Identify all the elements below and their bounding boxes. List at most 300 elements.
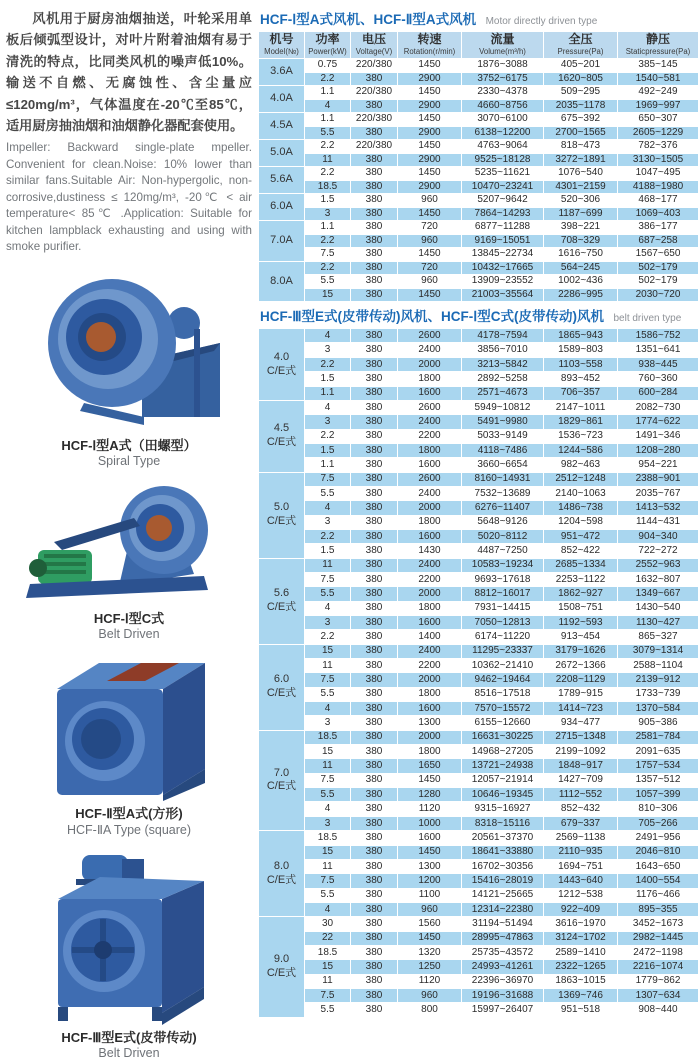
spec-cell: 13909~23552 [462,275,544,289]
spec-cell: 675~392 [544,113,618,127]
spec-row [259,329,699,343]
spec-cell: 380 [351,126,398,140]
spec-cell: 2330~4378 [462,86,544,100]
spec-cell: 1130~427 [618,616,699,630]
spec-cell: 3179~1626 [544,644,618,658]
spec-cell: 380 [351,616,398,630]
spec-cell: 1450 [398,140,462,154]
product-figure-spiral [6,265,252,468]
figure-caption-en: Belt Driven [98,627,160,642]
column-header: 全压 Pressure(Pa) [544,32,618,59]
spec-cell: 3752~6175 [462,72,544,86]
spec-cell: 1450 [398,59,462,73]
spec-cell: 722~272 [618,544,699,558]
spec-cell: 11295~23337 [462,644,544,658]
spec-cell: 2569~1138 [544,831,618,845]
figure-caption-en: HCF-ⅡA Type (square) [66,823,192,838]
spec-cell: 810~306 [618,802,699,816]
spec-cell: 5235~11621 [462,167,544,181]
model-cell: 8.0A [259,261,305,302]
spec-cell: 2322~1265 [544,960,618,974]
spec-cell: 380 [351,275,398,289]
spec-cell: 3616~1970 [544,917,618,931]
spec-row [259,544,699,558]
spec-cell: 2000 [398,730,462,744]
spec-cell: 9169~15051 [462,234,544,248]
spec-cell: 2199~1092 [544,745,618,759]
spec-cell: 5.5 [305,587,351,601]
spec-row [259,443,699,457]
spec-cell: 2.2 [305,234,351,248]
spec-row [259,831,699,845]
spec-cell: 1208~280 [618,443,699,457]
spec-cell: 4 [305,702,351,716]
spec-cell: 1450 [398,931,462,945]
spec-cell: 1600 [398,458,462,472]
model-cell: 5.6A [259,167,305,194]
spec-cell: 2000 [398,357,462,371]
spec-row [259,902,699,916]
spec-cell: 380 [351,572,398,586]
spec-cell: 1450 [398,207,462,221]
model-cell: 5.6 C/E式 [259,558,305,644]
spec-cell: 7.5 [305,874,351,888]
spec-cell: 4 [305,601,351,615]
spec-cell: 2082~730 [618,400,699,414]
spec-cell: 10583~19234 [462,558,544,572]
spec-cell: 3660~6654 [462,458,544,472]
direct-driven-spec-table [258,31,699,302]
spec-cell: 1.1 [305,113,351,127]
spec-cell: 705~266 [618,816,699,830]
spec-cell: 951~472 [544,529,618,543]
spec-cell: 13845~22734 [462,248,544,262]
spec-cell: 4 [305,99,351,113]
spec-cell: 380 [351,357,398,371]
spec-cell: 380 [351,153,398,167]
spec-row [259,673,699,687]
spec-cell: 1120 [398,802,462,816]
spec-cell: 380 [351,1003,398,1017]
spec-cell: 1187~699 [544,207,618,221]
spec-row [259,288,699,302]
spec-cell: 960 [398,194,462,208]
model-cell: 7.0 C/E式 [259,730,305,830]
spec-cell: 1076~540 [544,167,618,181]
column-header: 机号 Model(№) [259,32,305,59]
spec-cell: 1144~431 [618,515,699,529]
spec-cell: 2672~1366 [544,659,618,673]
spec-cell: 380 [351,329,398,343]
spec-row [259,601,699,615]
spec-cell: 1307~634 [618,988,699,1002]
spec-cell: 1540~581 [618,72,699,86]
spec-cell: 2600 [398,472,462,486]
spec-row [259,72,699,86]
spec-cell: 18.5 [305,180,351,194]
spec-cell: 9462~19464 [462,673,544,687]
spec-cell: 1103~558 [544,357,618,371]
spec-row [259,874,699,888]
spec-cell: 1057~399 [618,788,699,802]
spec-cell: 3 [305,616,351,630]
spec-cell: 2589~1410 [544,945,618,959]
spec-cell: 2139~912 [618,673,699,687]
spec-row [259,221,699,235]
spec-cell: 1779~862 [618,974,699,988]
spec-cell: 10432~17665 [462,261,544,275]
spec-cell: 1774~622 [618,415,699,429]
spec-cell: 1757~534 [618,759,699,773]
spec-cell: 960 [398,902,462,916]
spec-row [259,343,699,357]
spec-cell: 2000 [398,587,462,601]
spec-cell: 15 [305,745,351,759]
spec-cell: 2400 [398,415,462,429]
spec-cell: 380 [351,917,398,931]
spec-cell: 8812~16017 [462,587,544,601]
spec-cell: 380 [351,221,398,235]
spec-cell: 7050~12813 [462,616,544,630]
spec-cell: 1120 [398,974,462,988]
spec-cell: 380 [351,288,398,302]
spec-cell: 5648~9126 [462,515,544,529]
spec-cell: 1430~540 [618,601,699,615]
spec-cell: 1560 [398,917,462,931]
spec-cell: 960 [398,275,462,289]
spec-cell: 1351~641 [618,343,699,357]
spec-cell: 3 [305,207,351,221]
spec-cell: 1632~807 [618,572,699,586]
spec-cell: 2147~1011 [544,400,618,414]
spec-cell: 7864~14293 [462,207,544,221]
spec-cell: 380 [351,687,398,701]
spec-cell: 1.5 [305,443,351,457]
spec-cell: 2140~1063 [544,486,618,500]
spec-cell: 4 [305,329,351,343]
spec-cell: 12314~22380 [462,902,544,916]
spec-cell: 1586~752 [618,329,699,343]
spec-cell: 5.5 [305,687,351,701]
spec-row [259,140,699,154]
spec-cell: 16631~30225 [462,730,544,744]
spec-cell: 492~249 [618,86,699,100]
spec-cell: 15 [305,845,351,859]
spec-cell: 1443~640 [544,874,618,888]
spec-cell: 380 [351,458,398,472]
model-cell: 6.0 C/E式 [259,644,305,730]
spec-cell: 5.5 [305,788,351,802]
spec-row [259,59,699,73]
spec-cell: 2588~1104 [618,659,699,673]
spec-cell: 1002~436 [544,275,618,289]
spec-cell: 2552~963 [618,558,699,572]
spec-cell: 1300 [398,716,462,730]
spec-cell: 1370~584 [618,702,699,716]
spec-cell: 380 [351,874,398,888]
spec-cell: 220/380 [351,86,398,100]
spec-cell: 11 [305,759,351,773]
spec-cell: 1369~746 [544,988,618,1002]
spec-cell: 5.5 [305,1003,351,1017]
spec-row [259,859,699,873]
left-panel [6,8,258,1060]
spec-cell: 2.2 [305,261,351,275]
belt-driven-e-fan-photo [24,847,234,1025]
spec-cell: 6174~11220 [462,630,544,644]
spec-cell: 720 [398,261,462,275]
spec-cell: 19196~31688 [462,988,544,1002]
spec-cell: 8516~17518 [462,687,544,701]
spec-cell: 2491~956 [618,831,699,845]
spec-cell: 3 [305,515,351,529]
spec-cell: 1.5 [305,544,351,558]
spec-cell: 2400 [398,644,462,658]
spec-cell: 1450 [398,167,462,181]
spec-cell: 1400 [398,630,462,644]
figure-caption-en: Spiral Type [97,454,161,469]
spec-cell: 380 [351,261,398,275]
spec-row [259,207,699,221]
spec-cell: 380 [351,99,398,113]
spec-cell: 380 [351,529,398,543]
spec-cell: 2.2 [305,72,351,86]
spec-cell: 405~201 [544,59,618,73]
spec-cell: 4 [305,501,351,515]
spec-cell: 1616~750 [544,248,618,262]
spec-cell: 380 [351,659,398,673]
spec-cell: 380 [351,630,398,644]
product-figure-square [6,651,252,837]
spec-row [259,400,699,414]
spec-cell: 1280 [398,788,462,802]
spec-cell: 380 [351,544,398,558]
spec-cell: 1600 [398,831,462,845]
spec-cell: 2046~810 [618,845,699,859]
spec-cell: 380 [351,974,398,988]
spec-cell: 18.5 [305,730,351,744]
spec-cell: 5.5 [305,275,351,289]
spec-cell: 6155~12660 [462,716,544,730]
spec-cell: 4763~9064 [462,140,544,154]
spec-cell: 865~327 [618,630,699,644]
spec-cell: 380 [351,931,398,945]
spec-cell: 2715~1348 [544,730,618,744]
spec-cell: 1357~512 [618,773,699,787]
spec-cell: 7570~15572 [462,702,544,716]
spec-cell: 15 [305,644,351,658]
spec-cell: 6138~12200 [462,126,544,140]
spec-cell: 380 [351,745,398,759]
spec-cell: 2208~1129 [544,673,618,687]
spec-cell: 1800 [398,515,462,529]
spec-cell: 380 [351,180,398,194]
product-figure-belt-e [6,847,252,1060]
spec-cell: 720 [398,221,462,235]
section-title-direct-driven [260,8,699,29]
spec-row [259,261,699,275]
spec-cell: 922~409 [544,902,618,916]
spec-cell: 3 [305,415,351,429]
spec-row [259,126,699,140]
spec-cell: 2000 [398,673,462,687]
model-cell: 4.5 C/E式 [259,400,305,472]
spec-row [259,458,699,472]
spec-cell: 2200 [398,429,462,443]
spec-cell: 2.2 [305,630,351,644]
spec-cell: 380 [351,343,398,357]
spec-cell: 7.5 [305,248,351,262]
spec-row [259,945,699,959]
spec-cell: 7.5 [305,673,351,687]
spec-cell: 18.5 [305,831,351,845]
column-header: 流量 Volume(m³/h) [462,32,544,59]
spec-cell: 2388~901 [618,472,699,486]
spec-cell: 1427~709 [544,773,618,787]
spec-cell: 502~179 [618,275,699,289]
spec-cell: 1.1 [305,221,351,235]
spec-cell: 380 [351,702,398,716]
spec-cell: 2091~635 [618,745,699,759]
spec-cell: 5.5 [305,126,351,140]
spec-row [259,773,699,787]
spec-cell: 4301~2159 [544,180,618,194]
spec-cell: 1800 [398,601,462,615]
spec-cell: 960 [398,234,462,248]
spec-cell: 1192~593 [544,616,618,630]
figure-caption-cn: HCF-Ⅰ型A式（田螺型） [61,438,197,454]
spec-row [259,472,699,486]
spec-cell: 2000 [398,501,462,515]
spec-row [259,587,699,601]
spec-cell: 9693~17618 [462,572,544,586]
spec-row [259,113,699,127]
spec-cell: 1694~751 [544,859,618,873]
spec-cell: 7.5 [305,773,351,787]
spec-cell: 1450 [398,288,462,302]
spec-cell: 1800 [398,372,462,386]
spec-cell: 1600 [398,529,462,543]
spec-cell: 380 [351,472,398,486]
spec-cell: 24993~41261 [462,960,544,974]
spec-cell: 1250 [398,960,462,974]
spec-cell: 2700~1565 [544,126,618,140]
spec-cell: 3856~7010 [462,343,544,357]
spec-row [259,153,699,167]
spec-row [259,788,699,802]
spec-cell: 4 [305,400,351,414]
spec-row [259,816,699,830]
spec-cell: 1600 [398,616,462,630]
spec-cell: 7.5 [305,472,351,486]
spec-row [259,429,699,443]
spec-cell: 5949~10812 [462,400,544,414]
spec-cell: 31194~51494 [462,917,544,931]
spec-cell: 905~386 [618,716,699,730]
spec-cell: 1863~1015 [544,974,618,988]
spec-cell: 2216~1074 [618,960,699,974]
spec-row [259,194,699,208]
spec-cell: 380 [351,486,398,500]
spec-cell: 2600 [398,400,462,414]
spec-cell: 687~258 [618,234,699,248]
spec-row [259,167,699,181]
spec-cell: 25735~43572 [462,945,544,959]
spec-cell: 1829~861 [544,415,618,429]
spec-cell: 954~221 [618,458,699,472]
spec-cell: 679~337 [544,816,618,830]
spec-cell: 1212~538 [544,888,618,902]
spec-cell: 951~518 [544,1003,618,1017]
spec-cell: 20561~37370 [462,831,544,845]
spec-row [259,659,699,673]
spec-row [259,486,699,500]
spec-cell: 380 [351,960,398,974]
spec-cell: 4188~1980 [618,180,699,194]
spec-cell: 1.5 [305,194,351,208]
spec-cell: 782~376 [618,140,699,154]
spec-cell: 380 [351,415,398,429]
spec-cell: 10362~21410 [462,659,544,673]
spec-cell: 913~454 [544,630,618,644]
spec-cell: 380 [351,902,398,916]
spec-cell: 3070~6100 [462,113,544,127]
spec-cell: 1.1 [305,386,351,400]
spec-cell: 1848~917 [544,759,618,773]
spec-row [259,99,699,113]
spec-row [259,572,699,586]
spec-cell: 1300 [398,859,462,873]
spec-cell: 14968~27205 [462,745,544,759]
spec-cell: 380 [351,788,398,802]
spec-cell: 934~477 [544,716,618,730]
spec-cell: 2900 [398,153,462,167]
spec-cell: 0.75 [305,59,351,73]
spec-row [259,275,699,289]
spec-cell: 380 [351,207,398,221]
spec-cell: 1244~586 [544,443,618,457]
spec-cell: 380 [351,515,398,529]
spec-cell: 380 [351,730,398,744]
spec-cell: 2.2 [305,167,351,181]
spec-cell: 380 [351,802,398,816]
spec-cell: 220/380 [351,59,398,73]
model-cell: 5.0 C/E式 [259,472,305,558]
spec-row [259,960,699,974]
spec-cell: 2.2 [305,140,351,154]
spec-cell: 380 [351,773,398,787]
square-fan-photo [29,651,229,801]
column-header: 静压 Staticpressure(Pa) [618,32,699,59]
model-cell: 4.5A [259,113,305,140]
spec-cell: 5207~9642 [462,194,544,208]
spec-cell: 2571~4673 [462,386,544,400]
spec-cell: 11 [305,558,351,572]
spec-cell: 380 [351,501,398,515]
spec-cell: 380 [351,759,398,773]
spec-cell: 895~355 [618,902,699,916]
spec-cell: 1450 [398,86,462,100]
spec-cell: 1733~739 [618,687,699,701]
spec-row [259,180,699,194]
spec-cell: 380 [351,716,398,730]
spec-cell: 1200 [398,874,462,888]
model-cell: 3.6A [259,59,305,86]
spec-cell: 1450 [398,248,462,262]
spec-cell: 852~422 [544,544,618,558]
spec-cell: 380 [351,194,398,208]
spec-cell: 10646~19345 [462,788,544,802]
